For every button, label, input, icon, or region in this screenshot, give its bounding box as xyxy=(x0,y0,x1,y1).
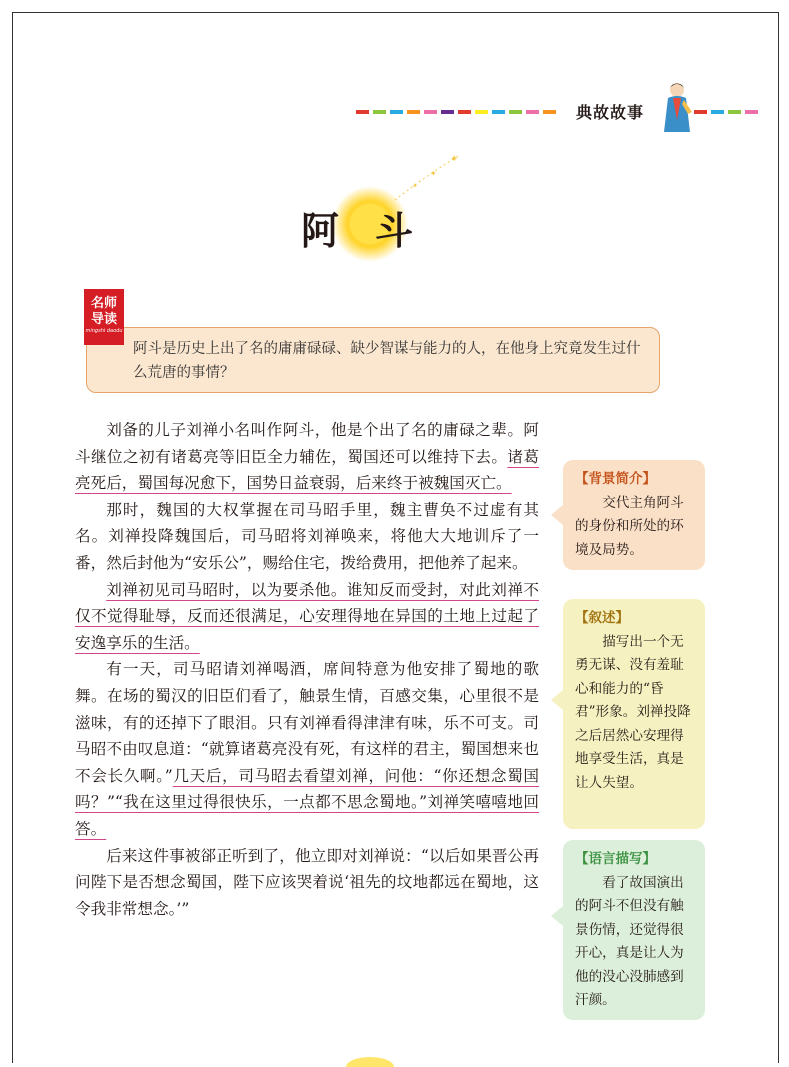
paragraph-1-text: 刘备的儿子刘禅小名叫作阿斗，他是个出了名的庸碌之辈。阿斗继位之初有诸葛亮等旧臣全力辅佐，蜀国还可以维持下去。 xyxy=(75,421,539,466)
paragraph-4 xyxy=(75,656,539,842)
svg-text:✦: ✦ xyxy=(430,169,437,178)
sparkle-trail-decoration xyxy=(390,150,465,205)
note-language xyxy=(563,840,705,1020)
note-language-pointer xyxy=(551,906,563,926)
guide-badge-line3: mingshi daodu xyxy=(85,328,123,334)
note-language-body: 看了故国演出的阿斗不但没有触景伤情，还觉得很开心，真是让人为他的没心没肺感到汗颜。 xyxy=(575,874,684,1008)
paragraph-4-underlined: 几天后，司马昭去看望刘禅，问他：“你还想念蜀国吗？”“我在这里过得很快乐，一点都不思念蜀地。”刘禅笑嘻嘻地回答。 xyxy=(75,766,539,838)
paragraph-2: 那时，魏国的大权掌握在司马昭手里，魏主曹奂不过虚有其名。刘禅投降魏国后，司马昭将刘禅唤来，将他大大地训斥了一番，然后封他为“安乐公”，赐给住宅，拨给费用，把他养了起来。 xyxy=(75,500,539,572)
svg-text:✦: ✦ xyxy=(412,182,418,190)
note-background-pointer xyxy=(551,505,563,525)
svg-text:✦: ✦ xyxy=(450,154,459,165)
guide-box xyxy=(86,327,660,393)
paragraph-1 xyxy=(75,417,539,497)
paragraph-3-underlined: 刘禅初见司马昭时，以为要杀他。谁知反而受封，对此刘禅不仅不觉得耻辱，反而还很满足，心安理得地在异国的土地上过起了安逸享乐的生活。 xyxy=(75,580,539,652)
bottom-glow-decoration xyxy=(344,1055,396,1067)
header-decoration-right xyxy=(694,110,770,116)
guide-badge-line2: 导读 xyxy=(90,312,117,327)
guide-text: 阿斗是历史上出了名的庸庸碌碌、缺少智谋与能力的人，在他身上究竟发生过什么荒唐的事情？ xyxy=(133,341,641,381)
scholar-figure-icon xyxy=(660,80,694,134)
note-language-title: 【语言描写】 xyxy=(575,851,656,867)
note-narration-body: 描写出一个无勇无谋、没有羞耻心和能力的“昏君”形象。刘禅投降之后居然心安理得地享受生活，真是让人失望。 xyxy=(575,633,691,791)
guide-badge xyxy=(84,289,124,345)
guide-badge-line1: 名师 xyxy=(90,296,117,311)
note-background-body: 交代主角阿斗的身份和所处的环境及局势。 xyxy=(575,494,684,558)
article-title: 阿斗 xyxy=(300,208,449,253)
paragraph-1-underlined: 诸葛亮死后，蜀国每况愈下，国势日益衰弱，后来终于被魏国灭亡。 xyxy=(75,447,539,493)
note-narration xyxy=(563,599,705,829)
paragraph-3 xyxy=(75,577,539,657)
paragraph-5: 后来这件事被郤正听到了，他立即对刘禅说：“以后如果晋公再问陛下是否想念蜀国，陛下应该哭着说‘祖先的坟地都远在蜀地，这令我非常想念。’” xyxy=(75,846,539,918)
note-background xyxy=(563,460,705,570)
paragraph-4-text: 有一天，司马昭请刘禅喝酒，席间特意为他安排了蜀地的歌舞。在场的蜀汉的旧臣们看了，触景生情，百感交集，心里很不是滋味，有的还掉下了眼泪。只有刘禅看得津津有味，乐不可支。司马昭不由叹息道：“就算诸葛亮没有死，有这样的君主，蜀国想来也不会长久啊。” xyxy=(75,660,539,785)
article-body xyxy=(75,417,539,922)
header-decoration-left xyxy=(356,110,568,116)
note-narration-pointer xyxy=(551,690,563,710)
section-label: 典故故事 xyxy=(576,103,645,122)
note-narration-title: 【叙述】 xyxy=(575,610,629,626)
note-background-title: 【背景简介】 xyxy=(575,471,656,487)
